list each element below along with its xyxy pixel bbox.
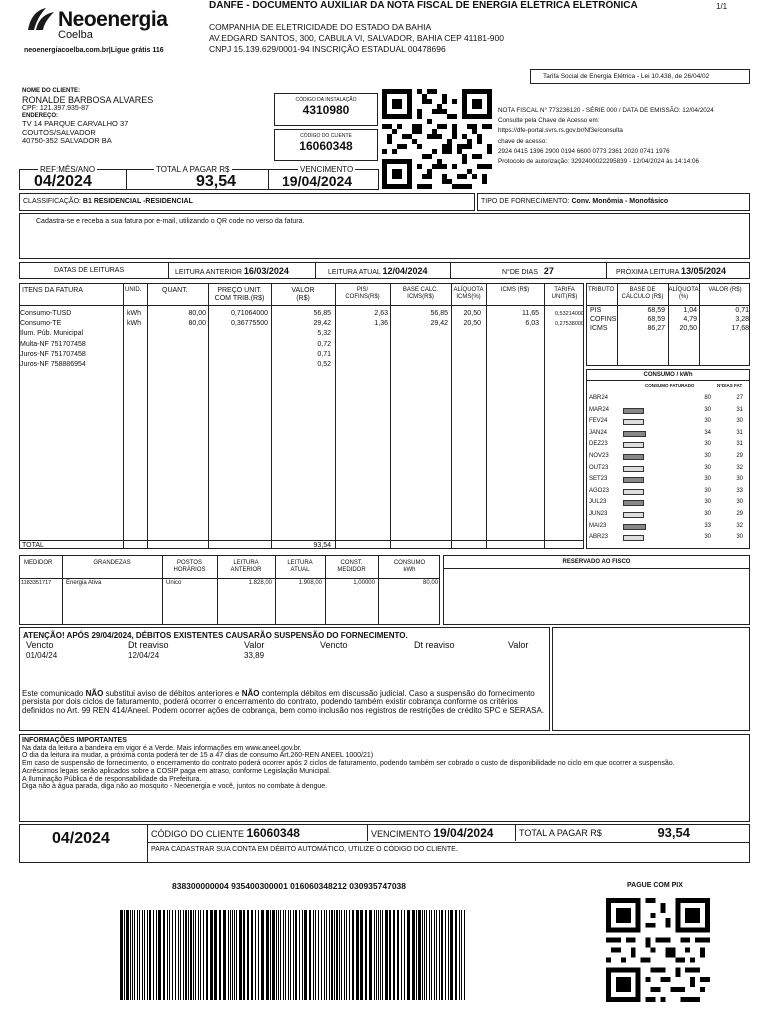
ref-value: 04/2024 bbox=[34, 173, 92, 190]
consumption-month: MAI23 bbox=[589, 522, 607, 529]
items-col-tarifa: 0,53214000 0,27538000 bbox=[554, 311, 584, 328]
consumption-row bbox=[587, 475, 749, 487]
next-reading-label: PRÓXIMA LEITURA bbox=[616, 269, 680, 276]
items-total-label: TOTAL bbox=[22, 542, 44, 549]
client-code: 16060348 bbox=[299, 138, 353, 153]
meter-lant: 1.828,00 bbox=[248, 580, 272, 586]
page-number: 1/1 bbox=[716, 2, 728, 11]
items-col-aliq: 20,50 20,50 bbox=[463, 310, 481, 328]
readings-label: DATAS DE LEITURAS bbox=[54, 267, 125, 274]
h-tarifa1: TARIFA bbox=[554, 287, 575, 293]
consumption-month: FEV24 bbox=[589, 418, 608, 425]
h-quant: QUANT. bbox=[162, 287, 188, 294]
consumption-month: DEZ23 bbox=[589, 441, 608, 448]
consumption-days: 30 bbox=[736, 499, 743, 506]
consumption-days: 31 bbox=[736, 429, 743, 436]
trib-h-name: TRIBUTO bbox=[588, 287, 615, 293]
info-line2: O dia da leitura ira mudar, a próxima conta poderá ter de 15 a 47 dias de consumo Art.260-REN ANEEL 1000/21) bbox=[22, 752, 374, 760]
doc-title: DANFE - DOCUMENTO AUXILIAR DA NOTA FISCAL DE ENERGIA ELÉTRICA ELETRÔNICA bbox=[209, 0, 638, 11]
nf-url[interactable]: https://dfe-portal.svrs.rs.gov.br/Nf3e/consulta bbox=[498, 127, 623, 135]
client-code-label: CÓDIGO DO CLIENTE bbox=[300, 133, 352, 139]
consumption-row bbox=[587, 394, 749, 406]
meter-h-lant2: ANTERIOR bbox=[230, 566, 262, 573]
info-content bbox=[22, 737, 675, 791]
meter-table bbox=[19, 555, 440, 625]
consumption-kwh: 30 bbox=[704, 534, 711, 541]
items-col-valor: 56,85 29,42 5,32 0,72 0,71 0,52 bbox=[313, 310, 331, 369]
items-table bbox=[19, 283, 584, 549]
h-aliq2: ICMS(%) bbox=[456, 293, 481, 300]
consumption-month: ABR23 bbox=[589, 534, 609, 541]
consumption-row bbox=[587, 464, 749, 476]
readings-box bbox=[19, 262, 750, 279]
consumption-days: 30 bbox=[736, 418, 743, 425]
trib-h-base1: BASE DE bbox=[629, 287, 656, 293]
ref-label: REF:MÊS/ANO bbox=[40, 165, 96, 174]
consumption-month: ABR24 bbox=[589, 395, 609, 401]
company-address: AV.EDGARD SANTOS, 300, CABULA VI, SALVADOR, BAHIA CEP 41181-900 bbox=[209, 33, 504, 43]
nf-consult: Consulte pela Chave de Acesso em: bbox=[498, 117, 600, 125]
meter-h-const2: MEDIDOR bbox=[337, 566, 366, 573]
stub-ref: 04/2024 bbox=[52, 830, 110, 847]
nf-key: 2924 0415 1396 2900 0194 6600 0773 2361 2020 0741 1976 bbox=[498, 147, 670, 155]
client-name: RONALDE BARBOSA ALVARES bbox=[22, 94, 154, 105]
fisco-box bbox=[443, 555, 750, 625]
attention-side-box bbox=[552, 627, 750, 731]
consumption-bar bbox=[623, 408, 644, 414]
next-reading: 13/05/2024 bbox=[680, 266, 727, 276]
consumption-kwh: 30 bbox=[704, 453, 711, 459]
consumption-row bbox=[587, 498, 749, 510]
consumption-month: JUN23 bbox=[589, 511, 608, 517]
consumption-days: 29 bbox=[736, 453, 743, 459]
tariff-box bbox=[530, 69, 750, 84]
client-block bbox=[22, 88, 272, 146]
items-col-unid: kWh kWh bbox=[127, 310, 141, 328]
consumption-title: CONSUMO / kWh bbox=[643, 372, 693, 378]
consumption-days: 27 bbox=[736, 395, 743, 401]
curr-reading-label: LEITURA ATUAL bbox=[328, 269, 381, 276]
install-code-label: CÓDIGO DA INSTALAÇÃO bbox=[295, 97, 357, 103]
consumption-history bbox=[586, 369, 750, 549]
meter-grandeza: Energia Ativa bbox=[66, 580, 102, 586]
stub-total-label: TOTAL A PAGAR R$ bbox=[519, 828, 602, 838]
consumption-bar bbox=[623, 535, 644, 541]
attention-vencto: 01/04/24 bbox=[26, 651, 58, 660]
attention-h-vencto2: Vencto bbox=[320, 640, 348, 650]
meter-h-latu2: ATUAL bbox=[290, 566, 310, 573]
consumption-kwh: 30 bbox=[704, 476, 711, 483]
info-title: INFORMAÇÕES IMPORTANTES bbox=[22, 737, 127, 744]
consumption-bar bbox=[623, 466, 644, 472]
neoenergia-logo-icon bbox=[24, 6, 58, 32]
company-name: COMPANHIA DE ELETRICIDADE DO ESTADO DA BAHIA bbox=[209, 22, 432, 32]
stub-client-label: CÓDIGO DO CLIENTE bbox=[151, 829, 245, 839]
consumption-row bbox=[587, 533, 749, 545]
items-col-quant: 80,00 80,00 bbox=[188, 310, 206, 328]
info-line1: Na data da leitura a bandeira em vigor é a Verde. Mais informações em www.aneel.gov.br. bbox=[22, 744, 302, 752]
venc-value: 19/04/2024 bbox=[282, 173, 353, 189]
attention-paragraph: Este comunicado NÃO substitui aviso de débitos anteriores e NÃO contempla débitos em discussão judicial. Caso a suspensão do fornecimento persista por dois ciclos de faturamento, poderá ocorrer o encerramento do contrato, podendo também existir cobrança conforme os critérios definidos no Art. 99 REN 414/Aneel. Podem ocorrer ações de cobrança, bem como inclusão nos registros de restrições de crédito SPC e SERASA. bbox=[22, 689, 545, 715]
h-valor1: VALOR bbox=[291, 287, 315, 294]
notice-box bbox=[19, 213, 750, 259]
consumption-days: 33 bbox=[736, 487, 743, 494]
consumption-kwh: 30 bbox=[704, 511, 711, 517]
meter-h-lant1: LEITURA bbox=[233, 560, 259, 566]
meter-h-latu1: LEITURA bbox=[287, 560, 313, 566]
items-col-preco: 0,71064000 0,36775500 bbox=[231, 310, 268, 328]
info-box bbox=[19, 734, 750, 822]
consumption-month: OUT23 bbox=[589, 464, 609, 471]
h-valor2: (R$) bbox=[296, 295, 310, 303]
site-line: neoenergiacoelba.com.br|Ligue grátis 116 bbox=[24, 47, 164, 54]
attention-dt: 12/04/24 bbox=[128, 651, 160, 660]
meter-latu: 1.908,00 bbox=[298, 580, 322, 586]
consumption-row bbox=[587, 452, 749, 464]
install-code-box bbox=[274, 93, 378, 126]
info-line4: Acréscimos legais serão aplicados sobre a COSIP paga em atraso, conforme Legislação Municipal. bbox=[22, 767, 331, 775]
h-preco1: PREÇO UNIT. bbox=[217, 287, 262, 294]
supply-box bbox=[477, 193, 750, 211]
days-value: 27 bbox=[543, 266, 554, 276]
meter-h-grandezas: GRANDEZAS bbox=[93, 560, 131, 566]
h-item: ITENS DA FATURA bbox=[22, 287, 83, 294]
meter-h-medidor: MEDIDOR bbox=[24, 560, 53, 566]
classification-value: B1 RESIDENCIAL -RESIDENCIAL bbox=[82, 198, 193, 205]
install-code: 4310980 bbox=[302, 102, 350, 117]
attention-h-dt2: Dt reaviso bbox=[414, 640, 455, 650]
prev-reading-label: LEITURA ANTERIOR bbox=[175, 269, 242, 276]
client-label: NOME DO CLIENTE: bbox=[22, 88, 80, 94]
fisco-label: RESERVADO AO FISCO bbox=[562, 559, 631, 565]
tributos-table bbox=[586, 283, 750, 366]
items-col-pis: 2,63 1,36 bbox=[374, 310, 388, 328]
consumption-bar bbox=[623, 442, 644, 448]
h-icms: ICMS (R$) bbox=[500, 287, 530, 293]
consumption-kwh: 33 bbox=[704, 522, 711, 529]
days-label: N°DE DIAS bbox=[502, 269, 538, 276]
consumption-kwh: 34 bbox=[704, 429, 711, 436]
address-line1: TV 14 PARQUE CARVALHO 37 bbox=[22, 119, 129, 129]
stub-box bbox=[19, 824, 750, 863]
info-line5: A Iluminação Pública é de responsabilidade da Prefeitura. bbox=[22, 775, 202, 783]
consumption-row bbox=[587, 487, 749, 499]
attention-h-dt: Dt reaviso bbox=[128, 640, 169, 650]
consumption-month: JAN24 bbox=[589, 429, 608, 436]
pix-qr-code-icon[interactable] bbox=[606, 898, 710, 1002]
consumption-days: 29 bbox=[736, 511, 743, 517]
brand-name: Neoenergia bbox=[58, 8, 168, 31]
nf-protocol: Protocolo de autorização: 3292400022295839 - 12/04/2024 às 14:14:06 bbox=[498, 158, 699, 166]
consumption-bar bbox=[623, 419, 644, 425]
total-value: 93,54 bbox=[196, 173, 237, 190]
consumption-row bbox=[587, 510, 749, 522]
client-code-box bbox=[274, 129, 378, 161]
consumption-month: AGO23 bbox=[589, 487, 610, 494]
consumption-kwh: 30 bbox=[704, 406, 711, 413]
nf-number: NOTA FISCAL N° 773236120 - SÉRIE 000 / DATA DE EMISSÃO: 12/04/2024 bbox=[498, 107, 714, 114]
consumption-row bbox=[587, 406, 749, 418]
summary-box bbox=[19, 165, 379, 190]
address-label: ENDEREÇO: bbox=[22, 113, 59, 120]
brand-sub: Coelba bbox=[58, 29, 93, 41]
consumption-bar bbox=[623, 477, 644, 483]
consumption-days: 30 bbox=[736, 476, 743, 483]
items-col-name: Consumo-TUSD Consumo-TE Ilum. Púb. Municipal Multa-NF 751707458 Juros-NF 751707458 Juros-NF 758886954 bbox=[20, 310, 86, 369]
info-line6: Diga não à água parada, diga não ao mosquito - Neoenergia e você, juntos no combate à dengue. bbox=[22, 783, 328, 791]
stub-client: 16060348 bbox=[246, 826, 300, 840]
items-col-icms: 11,65 6,03 bbox=[522, 310, 539, 328]
nf-qr-code-icon bbox=[382, 89, 492, 189]
trib-h-base2: CÁLCULO (R$) bbox=[621, 293, 664, 300]
consumption-kwh: 30 bbox=[704, 464, 711, 471]
h-aliq1: ALÍQUOTA bbox=[453, 287, 484, 293]
address-line3: 40750-352 SALVADOR BA bbox=[22, 136, 112, 146]
attention-h-valor2: Valor bbox=[508, 640, 529, 650]
classification-box bbox=[19, 193, 475, 211]
prev-reading: 16/03/2024 bbox=[243, 266, 289, 276]
consumption-row bbox=[587, 417, 749, 429]
pix-label: PAGUE COM PIX bbox=[627, 882, 683, 889]
meter-posto: Único bbox=[166, 580, 182, 586]
stub-debit: PARA CADASTRAR SUA CONTA EM DÉBITO AUTOMÁTICO, UTILIZE O CÓDIGO DO CLIENTE. bbox=[151, 846, 458, 853]
total-label: TOTAL A PAGAR R$ bbox=[156, 165, 230, 174]
stub-venc-label: VENCIMENTO bbox=[371, 829, 431, 839]
consumption-col2: N°DIAS FAT bbox=[717, 383, 743, 388]
attention-h-valor: Valor bbox=[244, 640, 265, 650]
consumption-bar bbox=[623, 489, 644, 495]
consumption-row bbox=[587, 429, 749, 441]
consumption-kwh: 30 bbox=[704, 441, 711, 448]
consumption-kwh: 30 bbox=[704, 499, 711, 506]
meter-h-const1: CONST. bbox=[340, 560, 363, 566]
company-cnpj: CNPJ 15.139.629/0001-94 INSCRIÇÃO ESTADUAL 00478696 bbox=[209, 44, 446, 54]
consumption-bar bbox=[623, 431, 646, 437]
trib-col-name: PIS COFINS ICMS bbox=[590, 307, 617, 332]
venc-label: VENCIMENTO bbox=[300, 165, 354, 174]
consumption-month: MAR24 bbox=[589, 406, 610, 413]
stub-total: 93,54 bbox=[657, 825, 690, 840]
consumption-month: NOV23 bbox=[589, 453, 609, 459]
consumption-bar bbox=[623, 454, 644, 460]
attention-valor: 33,89 bbox=[244, 651, 265, 660]
h-tarifa2: UNIT(R$) bbox=[551, 293, 578, 300]
consumption-row bbox=[587, 522, 749, 534]
meter-h-cons1: CONSUMO bbox=[393, 560, 426, 566]
h-unid: UNID. bbox=[125, 287, 142, 293]
consumption-days: 32 bbox=[736, 522, 743, 529]
trib-col-aliq: 1,04 4,79 20,50 bbox=[679, 307, 697, 332]
notice-text: Cadastra-se e receba a sua fatura por e-mail, utilizando o QR code no verso da fatura. bbox=[36, 218, 305, 225]
meter-const: 1,00000 bbox=[353, 580, 375, 586]
consumption-days: 31 bbox=[736, 406, 743, 413]
consumption-bar bbox=[623, 500, 644, 506]
consumption-bar bbox=[623, 512, 644, 518]
trib-col-base: 68,59 68,59 86,27 bbox=[647, 307, 665, 332]
items-col-base: 56,85 29,42 bbox=[430, 310, 448, 328]
info-line3: Em caso de suspensão de fornecimento, o encerramento do contrato poderá ocorrer após 2 ciclos de faturamento, podendo também ser cobrado o custo de disponibilidade no ciclo em que ocorrer a suspensão. bbox=[22, 760, 675, 768]
consumption-rows bbox=[587, 394, 749, 548]
barcode-line: 838300000004 935400300001 016060348212 030935747038 bbox=[172, 881, 406, 891]
meter-medidor: 1183351717 bbox=[21, 580, 52, 586]
h-base2: ICMS(R$) bbox=[407, 293, 434, 300]
h-preco2: COM TRIB.(R$) bbox=[214, 295, 265, 303]
trib-h-valor: VALOR (R$) bbox=[708, 287, 742, 293]
attention-box bbox=[19, 627, 550, 731]
nf-info bbox=[498, 106, 714, 167]
supply-label: TIPO DE FORNECIMENTO: bbox=[481, 198, 570, 205]
trib-col-valor: 0,71 3,28 17,68 bbox=[731, 307, 749, 332]
h-base1: BASE CALC. bbox=[402, 287, 439, 293]
address-line2: COUTOS/SALVADOR bbox=[22, 127, 96, 137]
meter-h-postos2: HORÁRIOS bbox=[173, 566, 206, 573]
meter-h-postos1: POSTOS bbox=[177, 560, 202, 566]
stub-venc: 19/04/2024 bbox=[433, 826, 494, 840]
consumption-days: 30 bbox=[736, 534, 743, 541]
trib-h-aliq1: ALÍQUOTA bbox=[668, 287, 699, 293]
curr-reading: 12/04/2024 bbox=[382, 266, 428, 276]
consumption-kwh: 30 bbox=[704, 418, 711, 425]
consumption-kwh: 80 bbox=[704, 395, 711, 401]
consumption-bar bbox=[623, 524, 646, 530]
client-cpf: CPF: 121.397.935-87 bbox=[22, 105, 89, 113]
tariff-text: Tarifa Social de Energia Elétrica - Lei 10.438, de 26/04/02 bbox=[543, 73, 710, 80]
consumption-days: 32 bbox=[736, 464, 743, 471]
attention-title: ATENÇÃO! APÓS 29/04/2024, DÉBITOS EXISTENTES CAUSARÃO SUSPENSÃO DO FORNECIMENTO. bbox=[23, 631, 408, 640]
consumption-row bbox=[587, 440, 749, 452]
supply-value: Conv. Monômia - Monofásico bbox=[571, 198, 669, 205]
consumption-kwh: 30 bbox=[704, 487, 711, 494]
consumption-month: SET23 bbox=[589, 476, 608, 483]
attention-h-vencto: Vencto bbox=[26, 640, 54, 650]
nf-key-label: chave de acesso: bbox=[498, 137, 548, 145]
classification-label: CLASSIFICAÇÃO: bbox=[23, 198, 81, 205]
h-pis1: PIS/ bbox=[356, 287, 369, 293]
consumption-days: 31 bbox=[736, 441, 743, 448]
items-total: 93,54 bbox=[313, 542, 331, 549]
trib-h-aliq2: (%) bbox=[678, 293, 689, 300]
h-pis2: COFINS(R$) bbox=[345, 293, 380, 300]
meter-cons: 80,00 bbox=[422, 580, 438, 586]
consumption-month: JUL23 bbox=[589, 499, 607, 506]
meter-h-cons2: kWh bbox=[403, 566, 416, 573]
barcode-icon bbox=[120, 910, 468, 1000]
consumption-col1: CONSUMO FATURADO bbox=[645, 383, 695, 388]
